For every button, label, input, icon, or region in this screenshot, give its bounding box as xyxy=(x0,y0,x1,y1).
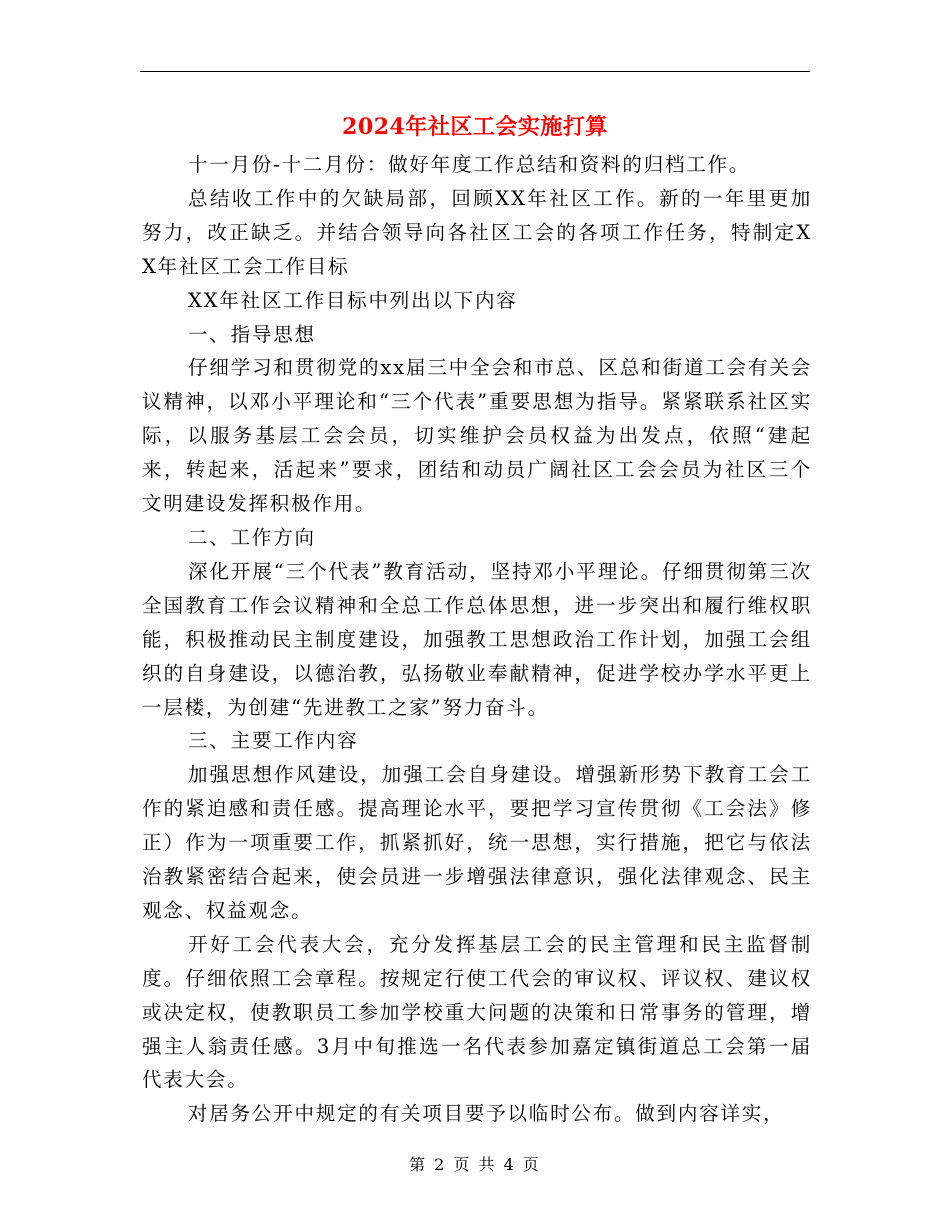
paragraph: XX年社区工作目标中列出以下内容 xyxy=(188,288,518,312)
section-heading: 二、工作方向 xyxy=(188,525,316,549)
paragraph: 总结收工作中的欠缺局部，回顾XX年社区工作。新的一年里更加努力，改正缺乏。并结合领导向各社区工会的各项工作任务，特制定XX年社区工会工作目标 xyxy=(142,186,812,278)
header-rule xyxy=(140,71,810,72)
section-heading: 一、指导思想 xyxy=(188,322,316,346)
paragraph: 仔细学习和贯彻党的xx届三中全会和市总、区总和街道工会有关会议精神，以邓小平理论和“三个代表”重要思想为指导。紧紧联系社区实际，以服务基层工会会员，切实维护会员权益为出发点，依照“建起来，转起来，活起来”要求，团结和动员广阔社区工会会员为社区三个文明建设发挥积极作用。 xyxy=(142,356,812,516)
paragraph: 十一月份-十二月份：做好年度工作总结和资料的归档工作。 xyxy=(188,153,751,176)
paragraph: 对居务公开中规定的有关项目要予以临时公布。做到内容详实， xyxy=(188,1102,785,1126)
paragraph: 开好工会代表大会，充分发挥基层工会的民主管理和民主监督制度。仔细依照工会章程。按规定行使工代会的审议权、评议权、建议权或决定权，使教职员工参加学校重大问题的决策和日常事务的管理，增强主人翁责任感。3月中旬推选一名代表参加嘉定镇街道总工会第一届代表大会。 xyxy=(142,932,812,1092)
document-body xyxy=(142,148,812,1131)
page-number: 第 2 页 共 4 页 xyxy=(409,1155,541,1174)
document-title: 2024年社区工会实施打算 xyxy=(342,114,608,140)
paragraph: 加强思想作风建设，加强工会自身建设。增强新形势下教育工会工作的紧迫感和责任感。提高理论水平，要把学习宣传贯彻《工会法》修正）作为一项重要工作，抓紧抓好，统一思想，实行措施，把它与依法治教紧密结合起来，使会员进一步增强法律意识，强化法律观念、民主观念、权益观念。 xyxy=(142,763,812,922)
section-heading: 三、主要工作内容 xyxy=(188,729,359,753)
paragraph: 深化开展“三个代表”教育活动，坚持邓小平理论。仔细贯彻第三次全国教育工作会议精神和全总工作总体思想，进一步突出和履行维权职能，积极推动民主制度建设，加强教工思想政治工作计划，加强工会组织的自身建设，以德治教，弘扬敬业奉献精神，促进学校办学水平更上一层楼，为创建“先进教工之家”努力奋斗。 xyxy=(142,559,812,719)
